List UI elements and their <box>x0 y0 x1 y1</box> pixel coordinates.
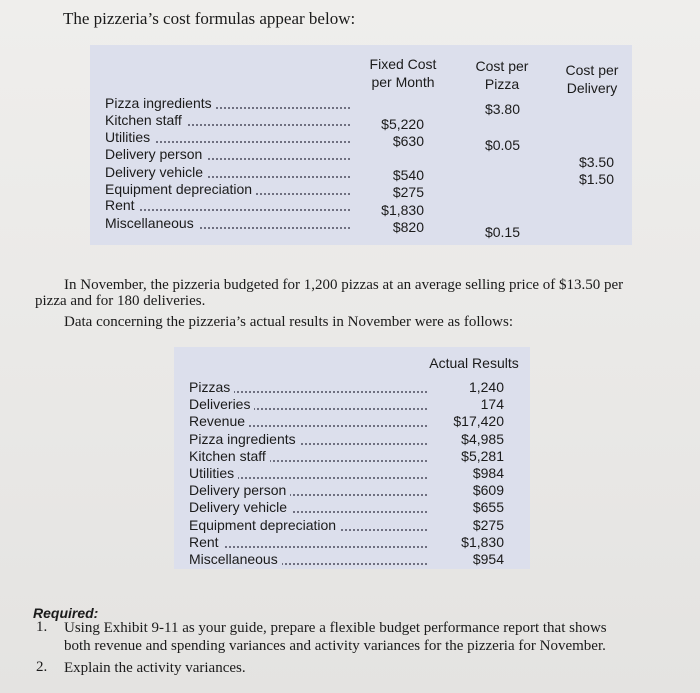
cost-row-label <box>105 129 350 146</box>
budget-line-2: pizza and for 180 deliveries. <box>35 293 206 309</box>
cost-row-label <box>105 95 350 112</box>
header-fixed-line2: per Month <box>371 74 435 90</box>
intro-text: The pizzeria’s cost formulas appear below: <box>63 9 356 28</box>
header-fixed-line1: Fixed Cost <box>369 56 437 72</box>
cost-per-pizza-value: $3.80 <box>484 101 520 117</box>
dot-leader <box>189 544 427 548</box>
cost-per-pizza-value: $0.05 <box>484 137 520 153</box>
actual-result-value: $655 <box>472 499 504 516</box>
fixed-cost-value: $5,220 <box>381 116 424 132</box>
actual-result-value: $609 <box>472 482 504 499</box>
actual-result-value: $275 <box>472 516 504 533</box>
actual-row-label <box>189 551 427 568</box>
header-delivery-line2: Delivery <box>566 80 618 96</box>
actual-row-label <box>189 499 427 516</box>
fixed-cost-value: $820 <box>392 219 424 235</box>
actual-row-label-text: Pizzas <box>189 379 234 395</box>
cost-per-delivery-value: $3.50 <box>578 154 614 170</box>
cost-row-label-text: Rent <box>105 197 139 213</box>
required-item-1-line-1: Using Exhibit 9-11 as your guide, prepare a flexible budget performance report that shows <box>64 620 607 636</box>
actual-row-label-text: Kitchen staff <box>189 448 270 464</box>
budget-line-1: In November, the pizzeria budgeted for 1,200 pizzas at an average selling price of $13.50 per <box>64 277 624 293</box>
actual-result-value: $954 <box>472 551 504 567</box>
cost-row-label <box>105 197 350 214</box>
actual-row-label-text: Deliveries <box>189 396 254 412</box>
actual-row-label-text: Delivery person <box>189 482 290 498</box>
header-cost-per-delivery <box>552 61 632 97</box>
actual-row-label-text: Revenue <box>189 413 249 429</box>
actual-row-label <box>189 534 427 551</box>
actual-row-label-text: Miscellaneous <box>189 551 282 567</box>
required-item-2-number: 2. <box>36 659 48 675</box>
actual-row-label-text: Rent <box>189 534 223 550</box>
actual-row-label <box>189 465 427 482</box>
cost-per-pizza-value: $0.15 <box>484 224 520 240</box>
fixed-cost-value: $1,830 <box>381 202 424 218</box>
cost-row-label-text: Utilities <box>105 129 154 145</box>
cost-row-label-text: Kitchen staff <box>105 112 186 128</box>
actual-row-label <box>189 379 427 396</box>
cost-row-label <box>105 215 350 232</box>
fixed-cost-value: $275 <box>392 184 424 200</box>
fixed-cost-value: $540 <box>392 167 424 183</box>
dot-leader <box>105 207 350 211</box>
actual-results-table <box>174 347 530 569</box>
required-item-1-number: 1. <box>36 619 48 635</box>
header-fixed-cost <box>358 55 448 91</box>
actual-result-value: $984 <box>472 465 504 481</box>
actual-result-value: 1,240 <box>468 379 504 395</box>
actual-result-value: $5,281 <box>461 447 504 464</box>
actual-row-label-text: Equipment depreciation <box>189 517 340 533</box>
required-item-1-line-2: both revenue and spending variances and activity variances for the pizzeria for November. <box>64 638 606 654</box>
actual-row-label <box>189 396 427 413</box>
cost-row-label <box>105 164 350 181</box>
header-cost-per-pizza <box>462 57 542 93</box>
actual-result-value: $17,420 <box>453 413 504 430</box>
cost-per-delivery-value: $1.50 <box>578 171 614 187</box>
cost-row-label <box>105 146 350 163</box>
actual-row-label-text: Pizza ingredients <box>189 431 300 447</box>
fixed-cost-value: $630 <box>392 133 424 149</box>
required-title: Required: <box>33 605 99 621</box>
actual-result-value: $4,985 <box>461 430 504 447</box>
header-actual-results: Actual Results <box>429 355 519 371</box>
actual-row-label <box>189 482 427 499</box>
budget-line-3: Data concerning the pizzeria’s actual results in November were as follows: <box>64 314 513 330</box>
actual-row-label <box>189 413 427 430</box>
header-pizza-line2: Pizza <box>484 76 520 92</box>
actual-row-label-text: Utilities <box>189 465 238 481</box>
cost-row-label-text: Delivery vehicle <box>105 164 207 180</box>
required-item-2-line-1: Explain the activity variances. <box>64 660 246 676</box>
cost-row-label-text: Pizza ingredients <box>105 95 216 111</box>
header-delivery-line1: Cost per <box>565 62 619 78</box>
cost-formulas-table <box>90 45 632 245</box>
cost-row-label-text: Equipment depreciation <box>105 181 256 197</box>
cost-row-label <box>105 181 350 198</box>
actual-result-value: 174 <box>480 396 504 413</box>
actual-row-label-text: Delivery vehicle <box>189 499 291 515</box>
actual-result-value: $1,830 <box>461 533 504 550</box>
cost-row-label-text: Miscellaneous <box>105 215 198 231</box>
actual-row-label <box>189 517 427 534</box>
header-pizza-line1: Cost per <box>475 58 529 74</box>
actual-row-label <box>189 431 427 448</box>
cost-row-label-text: Delivery person <box>105 146 206 162</box>
cost-row-label <box>105 112 350 129</box>
actual-row-label <box>189 448 427 465</box>
